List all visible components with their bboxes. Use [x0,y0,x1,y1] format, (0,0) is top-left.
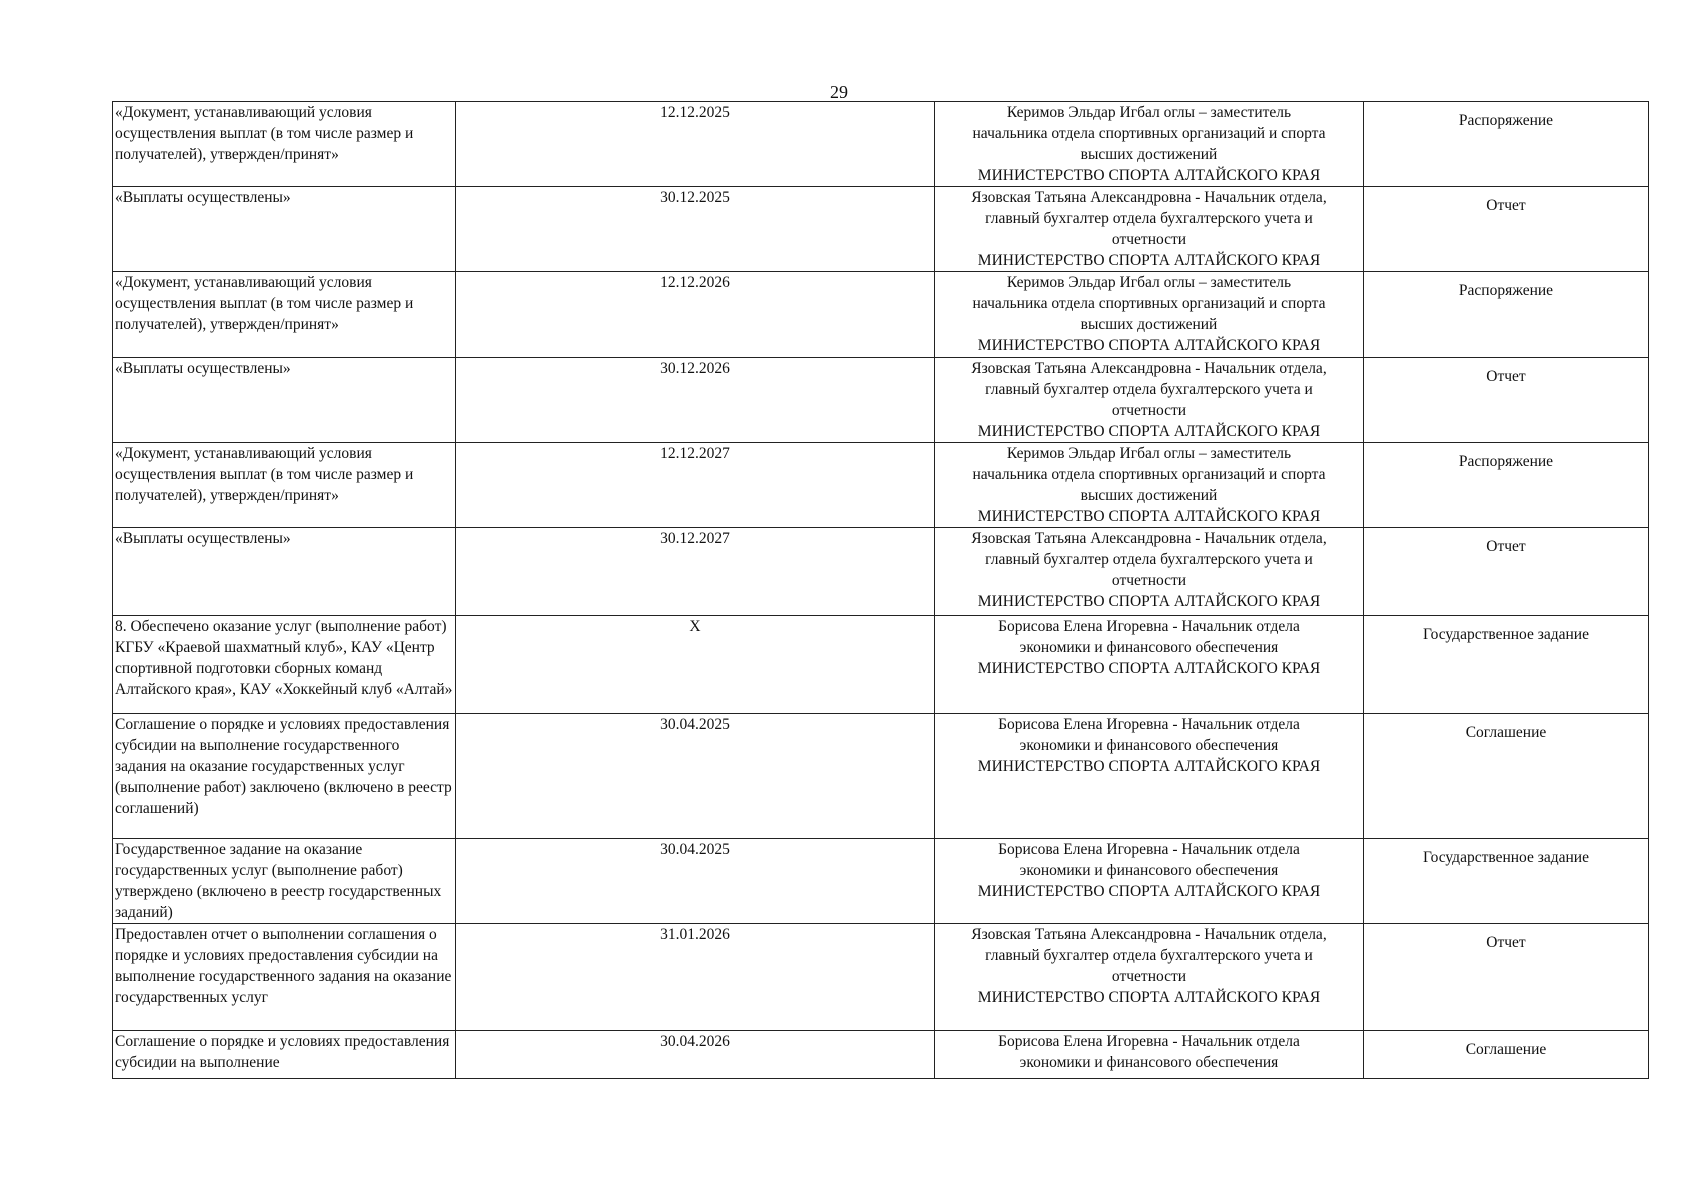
responsible-cell [935,1031,1364,1079]
date-cell: 30.12.2025 [456,187,935,272]
responsible-cell [935,272,1364,358]
responsible-line: Борисова Елена Игоревна - Начальник отдела [998,716,1300,733]
responsible-line: Язовская Татьяна Александровна - Начальник отдела, [971,530,1327,547]
responsible-line: Керимов Эльдар Игбал оглы – заместитель [1006,274,1292,291]
responsible-line: Керимов Эльдар Игбал оглы – заместитель [1006,445,1292,462]
responsible-line: Борисова Елена Игоревна - Начальник отдела [998,1033,1300,1050]
responsible-line: экономики и финансового обеспечения [1019,737,1279,754]
date-cell: X [456,616,935,714]
document-type-cell: Отчет [1364,528,1649,616]
table-row [113,187,1649,272]
table-row [113,714,1649,839]
responsible-cell [935,839,1364,924]
event-cell: Соглашение о порядке и условиях предоставления субсидии на выполнение государственного задания на оказание государственных услуг (выполнение работ) заключено (включено в реестр соглашений) [113,714,456,839]
date-cell: 30.04.2025 [456,714,935,839]
table-row [113,358,1649,443]
responsible-line: МИНИСТЕРСТВО СПОРТА АЛТАЙСКОГО КРАЯ [977,337,1321,354]
document-type-cell: Соглашение [1364,714,1649,839]
responsible-line: Керимов Эльдар Игбал оглы – заместитель [1006,104,1292,121]
responsible-line: экономики и финансового обеспечения [1019,1054,1279,1071]
event-cell: Соглашение о порядке и условиях предоставления субсидии на выполнение [113,1031,456,1079]
responsible-line: МИНИСТЕРСТВО СПОРТА АЛТАЙСКОГО КРАЯ [977,989,1321,1006]
table-row [113,102,1649,187]
event-cell: «Документ, устанавливающий условия осуществления выплат (в том числе размер и получателей), утвержден/принят» [113,272,456,358]
responsible-cell [935,924,1364,1031]
responsible-line: отчетности [1111,968,1187,985]
responsible-line: Язовская Татьяна Александровна - Начальник отдела, [971,926,1327,943]
table-row [113,528,1649,616]
responsible-cell [935,187,1364,272]
date-cell: 12.12.2026 [456,272,935,358]
responsible-line: Борисова Елена Игоревна - Начальник отдела [998,618,1300,635]
document-type-cell: Распоряжение [1364,102,1649,187]
responsible-line: отчетности [1111,231,1187,248]
table-row [113,1031,1649,1079]
document-type-cell: Распоряжение [1364,272,1649,358]
table-row [113,272,1649,358]
responsible-line: МИНИСТЕРСТВО СПОРТА АЛТАЙСКОГО КРАЯ [977,508,1321,525]
responsible-line: главный бухгалтер отдела бухгалтерского учета и [985,381,1313,398]
document-type-cell: Отчет [1364,358,1649,443]
responsible-line: начальника отдела спортивных организаций и спорта [972,125,1326,142]
document-type-cell: Государственное задание [1364,839,1649,924]
event-cell: «Документ, устанавливающий условия осуществления выплат (в том числе размер и получателей), утвержден/принят» [113,102,456,187]
responsible-cell [935,616,1364,714]
responsible-line: Язовская Татьяна Александровна - Начальник отдела, [971,360,1327,377]
event-cell: «Выплаты осуществлены» [113,528,456,616]
event-cell: Государственное задание на оказание государственных услуг (выполнение работ) утверждено (включено в реестр государственных заданий) [113,839,456,924]
responsible-line: начальника отдела спортивных организаций и спорта [972,466,1326,483]
date-cell: 30.12.2027 [456,528,935,616]
table-row [113,924,1649,1031]
responsible-line: отчетности [1111,402,1187,419]
control-points-table [112,101,1649,1079]
document-type-cell: Государственное задание [1364,616,1649,714]
document-type-cell: Распоряжение [1364,443,1649,528]
responsible-line: главный бухгалтер отдела бухгалтерского учета и [985,551,1313,568]
table-row [113,443,1649,528]
responsible-line: экономики и финансового обеспечения [1019,862,1279,879]
document-type-cell: Соглашение [1364,1031,1649,1079]
responsible-cell [935,714,1364,839]
event-cell: «Документ, устанавливающий условия осуществления выплат (в том числе размер и получателей), утвержден/принят» [113,443,456,528]
date-cell: 30.12.2026 [456,358,935,443]
responsible-line: начальника отдела спортивных организаций и спорта [972,295,1326,312]
date-cell: 30.04.2026 [456,1031,935,1079]
page-number: 29 [830,82,848,102]
date-cell: 12.12.2027 [456,443,935,528]
responsible-line: главный бухгалтер отдела бухгалтерского учета и [985,947,1313,964]
document-type-cell: Отчет [1364,924,1649,1031]
event-cell: Предоставлен отчет о выполнении соглашения о порядке и условиях предоставления субсидии на выполнение государственного задания на оказание государственных услуг [113,924,456,1031]
date-cell: 31.01.2026 [456,924,935,1031]
responsible-line: высших достижений [1080,146,1218,163]
responsible-cell [935,102,1364,187]
event-cell: 8. Обеспечено оказание услуг (выполнение работ) КГБУ «Краевой шахматный клуб», КАУ «Центр спортивной подготовки сборных команд Алтайского края», КАУ «Хоккейный клуб «Алтай» [113,616,456,714]
responsible-line: высших достижений [1080,487,1218,504]
responsible-line: отчетности [1111,572,1187,589]
responsible-line: МИНИСТЕРСТВО СПОРТА АЛТАЙСКОГО КРАЯ [977,593,1321,610]
document-type-cell: Отчет [1364,187,1649,272]
table-row [113,616,1649,714]
event-cell: «Выплаты осуществлены» [113,358,456,443]
date-cell: 12.12.2025 [456,102,935,187]
date-cell: 30.04.2025 [456,839,935,924]
responsible-line: высших достижений [1080,316,1218,333]
responsible-line: Язовская Татьяна Александровна - Начальник отдела, [971,189,1327,206]
responsible-line: МИНИСТЕРСТВО СПОРТА АЛТАЙСКОГО КРАЯ [977,883,1321,900]
responsible-line: Борисова Елена Игоревна - Начальник отдела [998,841,1300,858]
responsible-line: МИНИСТЕРСТВО СПОРТА АЛТАЙСКОГО КРАЯ [977,423,1321,440]
event-cell: «Выплаты осуществлены» [113,187,456,272]
responsible-line: МИНИСТЕРСТВО СПОРТА АЛТАЙСКОГО КРАЯ [977,167,1321,184]
table-row [113,839,1649,924]
responsible-line: главный бухгалтер отдела бухгалтерского учета и [985,210,1313,227]
responsible-line: МИНИСТЕРСТВО СПОРТА АЛТАЙСКОГО КРАЯ [977,660,1321,677]
responsible-line: МИНИСТЕРСТВО СПОРТА АЛТАЙСКОГО КРАЯ [977,252,1321,269]
responsible-line: МИНИСТЕРСТВО СПОРТА АЛТАЙСКОГО КРАЯ [977,758,1321,775]
responsible-cell [935,528,1364,616]
responsible-line: экономики и финансового обеспечения [1019,639,1279,656]
responsible-cell [935,443,1364,528]
responsible-cell [935,358,1364,443]
